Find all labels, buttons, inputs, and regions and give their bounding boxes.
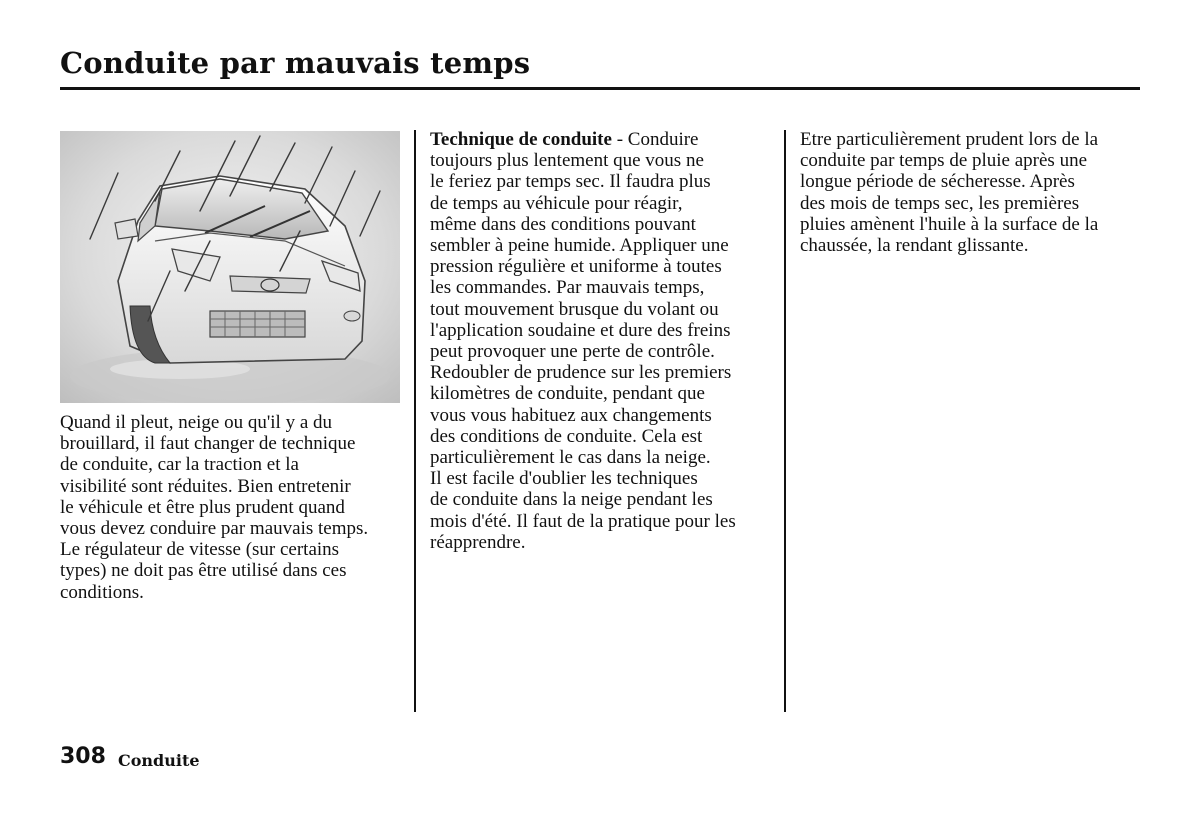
rain-caution-paragraph: Etre particulièrement prudent lors de la conduite par temps de pluie après une longue période de sécheresse. Après des mois de temps sec, les premières pluies amènent l'huile à la surface de la chaussée, la rendant glissante. <box>800 129 1099 257</box>
car-in-rain-illustration <box>60 131 400 403</box>
intro-paragraph: Quand il pleut, neige ou qu'il y a du brouillard, il faut changer de technique de conduite, car la traction et la visibilité sont réduites. Bien entretenir le véhicule et être plus prudent quand vous devez conduire par mauvais temps. Le régulateur de vitesse (sur certains types) ne doit pas être utilisé dans ces conditions. <box>60 412 369 603</box>
column-divider-left <box>414 130 416 712</box>
driving-technique-text: - Conduire toujours plus lentement que vous ne le feriez par temps sec. Il faudra plus de temps au véhicule pour réagir, même dans des conditions pouvant sembler à peine humide. Appliquer une pression régulière et uniforme à toutes les commandes. Par mauvais temps, tout mouvement brusque du volant ou l'application soudaine et dure des freins peut provoquer une perte de contrôle. Redoubler de prudence sur les premiers kilomètres de conduite, pendant que vous vous habituez aux changements des conditions de conduite. Cela est particulièrement le cas dans la neige. Il est facile d'oublier les techniques de conduite dans la neige pendant les mois d'été. Il faut de la pratique pour les réapprendre. <box>430 129 736 553</box>
column-divider-right <box>784 130 786 712</box>
page-number: 308 <box>60 744 106 769</box>
page-title: Conduite par mauvais temps <box>60 46 531 80</box>
car-in-rain-drawing <box>60 131 400 403</box>
section-label: Conduite <box>118 751 200 770</box>
title-rule <box>60 87 1140 90</box>
driving-technique-paragraph <box>430 129 775 553</box>
driving-technique-heading: Technique de conduite <box>430 129 612 150</box>
